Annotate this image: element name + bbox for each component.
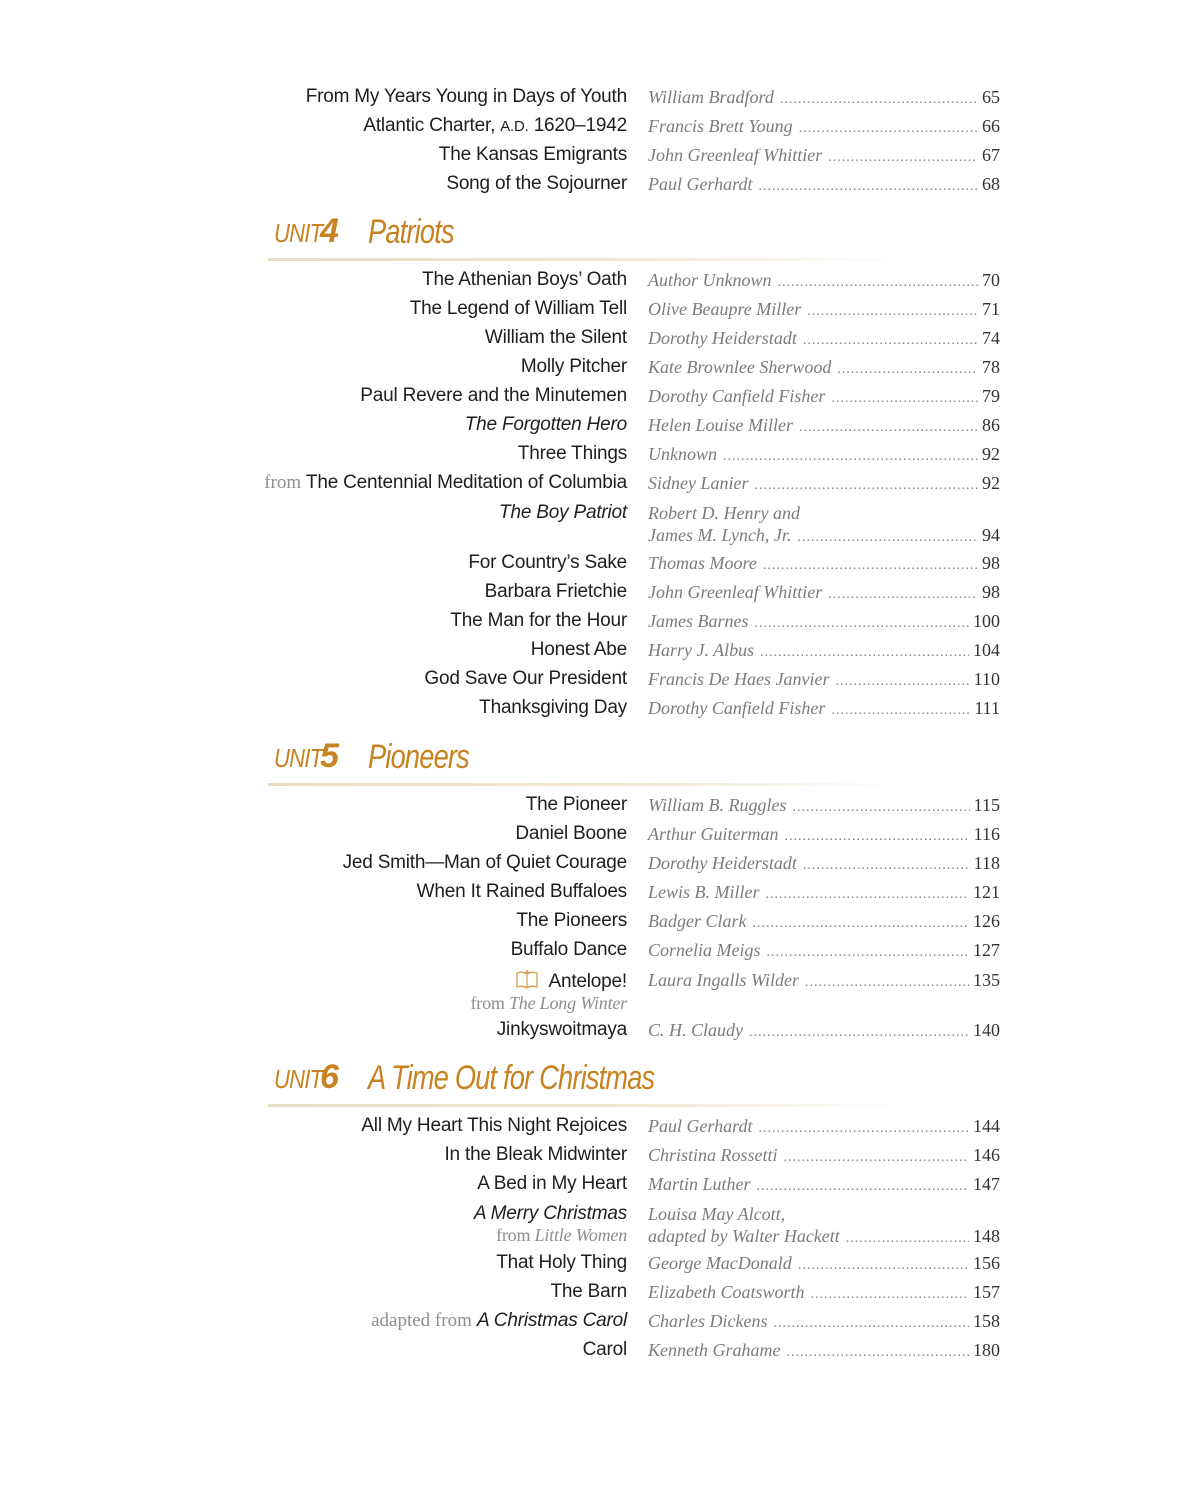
entry-title: Thanksgiving Day	[479, 697, 627, 718]
entry-author: William Bradford	[648, 87, 774, 107]
unit-name: A Time Out for Christmas	[368, 1059, 655, 1097]
entry-author: George MacDonald	[648, 1253, 792, 1273]
entry-title: The Man for the Hour	[450, 610, 627, 631]
unit-rule	[268, 1104, 908, 1107]
entry-author: Paul Gerhardt	[648, 174, 753, 194]
toc-entry	[0, 385, 1200, 414]
entry-page: 148	[973, 1226, 1000, 1246]
toc-entry	[0, 881, 1200, 910]
entry-title: God Save Our President	[424, 668, 627, 689]
toc-entry	[0, 472, 1200, 501]
entry-page: 70	[982, 270, 1000, 290]
entry-title: For Country’s Sake	[468, 552, 627, 573]
entry-title: from The Centennial Meditation of Columbia	[264, 472, 627, 493]
toc-entry	[0, 414, 1200, 443]
entry-page: 157	[973, 1282, 1000, 1302]
entry-author: Sidney Lanier	[648, 473, 749, 493]
entry-source: from Little Women	[496, 1225, 627, 1245]
entry-page: 71	[982, 299, 1000, 319]
entry-title: Song of the Sojourner	[446, 173, 627, 194]
entry-page: 67	[982, 145, 1000, 165]
toc-entry	[0, 910, 1200, 939]
entry-author: Dorothy Canfield Fisher	[648, 698, 826, 718]
toc-entry	[0, 327, 1200, 356]
entry-page: 156	[973, 1253, 1000, 1273]
entry-title: Molly Pitcher	[520, 356, 627, 377]
entry-author: Thomas Moore	[648, 553, 757, 573]
toc-entry	[0, 823, 1200, 852]
unit-name: Pioneers	[368, 738, 469, 776]
entry-page: 111	[974, 698, 1000, 718]
entry-title: Jed Smith—Man of Quiet Courage	[342, 852, 627, 873]
entry-page: 65	[982, 87, 1000, 107]
toc-entry	[0, 939, 1200, 968]
entry-title: The Legend of William Tell	[409, 298, 627, 319]
entry-author: Laura Ingalls Wilder	[648, 970, 800, 990]
entry-page: 126	[973, 911, 1000, 931]
toc-entry	[0, 269, 1200, 298]
entry-author: Kate Brownlee Sherwood	[648, 357, 832, 377]
entry-author: Christina Rossetti	[648, 1145, 778, 1165]
title-prefix: adapted from	[371, 1310, 472, 1331]
entry-page: 135	[973, 970, 1000, 990]
toc-entry	[0, 443, 1200, 472]
unit-label: UNIT	[274, 743, 323, 773]
toc-entry	[0, 356, 1200, 385]
unit-heading	[268, 1058, 908, 1108]
entry-author: Kenneth Grahame	[648, 1340, 781, 1360]
unit-rule	[268, 783, 908, 786]
toc-entry	[0, 1310, 1200, 1339]
entry-author: C. H. Claudy	[648, 1020, 744, 1040]
toc-entry	[0, 502, 1200, 552]
entry-author: Badger Clark	[648, 911, 747, 931]
toc-entry	[0, 1144, 1200, 1173]
unit-number: 5	[320, 737, 339, 775]
entry-page: 78	[982, 357, 1000, 377]
entry-page: 66	[982, 116, 1000, 136]
toc-entry	[0, 668, 1200, 697]
entry-author: James M. Lynch, Jr.	[648, 525, 792, 545]
entry-author: Charles Dickens	[648, 1311, 768, 1331]
entry-title: From My Years Young in Days of Youth	[305, 86, 627, 107]
entry-title: Paul Revere and the Minutemen	[360, 385, 627, 406]
toc-entry	[0, 697, 1200, 726]
entry-title: Honest Abe	[530, 639, 627, 660]
toc-entry	[0, 86, 1200, 115]
entry-title: adapted from A Christmas Carol	[371, 1310, 627, 1331]
entry-page: 92	[982, 473, 1000, 493]
toc-entry	[0, 298, 1200, 327]
toc-entry	[0, 639, 1200, 668]
toc-entry	[0, 1339, 1200, 1368]
entry-title: Daniel Boone	[515, 823, 627, 844]
unit-number: 6	[320, 1058, 339, 1096]
entry-title: When It Rained Buffaloes	[416, 881, 627, 902]
entry-author: Dorothy Heiderstadt	[648, 853, 797, 873]
entry-author: Arthur Guiterman	[648, 824, 779, 844]
entry-title: In the Bleak Midwinter	[444, 1144, 627, 1165]
entry-page: 79	[982, 386, 1000, 406]
unit-name: Patriots	[368, 213, 454, 251]
entry-title: Antelope! from The Long Winter	[470, 971, 627, 1013]
toc-entry	[0, 1019, 1200, 1048]
entry-title: William the Silent	[484, 327, 627, 348]
entry-page: 118	[973, 853, 1000, 873]
toc-entry	[0, 173, 1200, 202]
toc-entry	[0, 610, 1200, 639]
unit-label: UNIT	[274, 218, 323, 248]
entry-title: A Bed in My Heart	[477, 1173, 627, 1194]
toc-entry	[0, 852, 1200, 881]
entry-title: The Boy Patriot	[499, 502, 627, 523]
toc-entry	[0, 1173, 1200, 1202]
entry-page: 146	[973, 1145, 1000, 1165]
entry-author: Francis Brett Young	[648, 116, 793, 136]
entry-page: 127	[973, 940, 1000, 960]
entry-title: All My Heart This Night Rejoices	[361, 1115, 627, 1136]
entry-page: 121	[973, 882, 1000, 902]
entry-title: Jinkyswoitmaya	[496, 1019, 627, 1040]
entry-author: James Barnes	[648, 611, 749, 631]
book-icon	[515, 969, 539, 991]
entry-page: 158	[973, 1311, 1000, 1331]
entry-author: Lewis B. Miller	[648, 882, 760, 902]
entry-author: Helen Louise Miller	[648, 415, 793, 435]
entry-page: 180	[973, 1340, 1000, 1360]
entry-page: 68	[982, 174, 1000, 194]
unit-heading	[268, 212, 908, 262]
entry-author: Author Unknown	[648, 270, 772, 290]
entry-page: 94	[982, 525, 1000, 545]
entry-source: from The Long Winter	[470, 993, 627, 1013]
entry-author: Dorothy Heiderstadt	[648, 328, 797, 348]
entry-title: Carol	[582, 1339, 627, 1360]
toc-entry	[0, 794, 1200, 823]
entry-page: 74	[982, 328, 1000, 348]
entry-page: 92	[982, 444, 1000, 464]
entry-page: 110	[973, 669, 1000, 689]
entry-page: 104	[973, 640, 1000, 660]
entry-author: John Greenleaf Whittier	[648, 145, 823, 165]
entry-page: 98	[982, 582, 1000, 602]
entry-title: A Merry Christmas from Little Women	[473, 1203, 627, 1245]
entry-title: That Holy Thing	[496, 1252, 627, 1273]
entry-author: Francis De Haes Janvier	[648, 669, 830, 689]
unit-rule	[268, 258, 908, 261]
entry-author: John Greenleaf Whittier	[648, 582, 823, 602]
entry-author: Martin Luther	[648, 1174, 751, 1194]
entry-title: Barbara Frietchie	[484, 581, 627, 602]
entry-title: The Kansas Emigrants	[438, 144, 627, 165]
entry-title: The Forgotten Hero	[464, 414, 627, 435]
entry-author: William B. Ruggles	[648, 795, 787, 815]
entry-page: 144	[973, 1116, 1000, 1136]
toc-entry	[0, 552, 1200, 581]
entry-author: Elizabeth Coatsworth	[648, 1282, 805, 1302]
toc-entry	[0, 581, 1200, 610]
entry-page: 116	[973, 824, 1000, 844]
entry-title: Three Things	[517, 443, 627, 464]
entry-title: The Pioneer	[525, 794, 627, 815]
entry-page: 115	[973, 795, 1000, 815]
entry-author: Unknown	[648, 444, 717, 464]
entry-title: Atlantic Charter, A.D. 1620–1942	[363, 115, 627, 136]
toc-entry	[0, 115, 1200, 144]
entry-title: Buffalo Dance	[510, 939, 627, 960]
entry-page: 100	[973, 611, 1000, 631]
unit-label: UNIT	[274, 1064, 323, 1094]
entry-author-line1: Louisa May Alcott,	[648, 1204, 786, 1224]
toc-entry	[0, 1115, 1200, 1144]
title-prefix: from	[264, 472, 302, 493]
unit-heading	[268, 737, 908, 787]
entry-author: Dorothy Canfield Fisher	[648, 386, 826, 406]
toc-entry	[0, 1203, 1200, 1253]
entry-page: 140	[973, 1020, 1000, 1040]
entry-title: The Barn	[550, 1281, 627, 1302]
toc-entry	[0, 144, 1200, 173]
entry-author: Olive Beaupre Miller	[648, 299, 802, 319]
toc-entry	[0, 1281, 1200, 1310]
entry-author: Harry J. Albus	[648, 640, 755, 660]
entry-author: Cornelia Meigs	[648, 940, 761, 960]
unit-number: 4	[320, 212, 339, 250]
toc-entry	[0, 969, 1200, 1019]
toc-entry	[0, 1252, 1200, 1281]
entry-title: The Athenian Boys’ Oath	[422, 269, 627, 290]
entry-page: 147	[973, 1174, 1000, 1194]
entry-title: The Pioneers	[516, 910, 627, 931]
entry-author: adapted by Walter Hackett	[648, 1226, 840, 1246]
entry-author: Paul Gerhardt	[648, 1116, 753, 1136]
entry-author-line1: Robert D. Henry and	[648, 503, 800, 523]
entry-page: 98	[982, 553, 1000, 573]
entry-page: 86	[982, 415, 1000, 435]
